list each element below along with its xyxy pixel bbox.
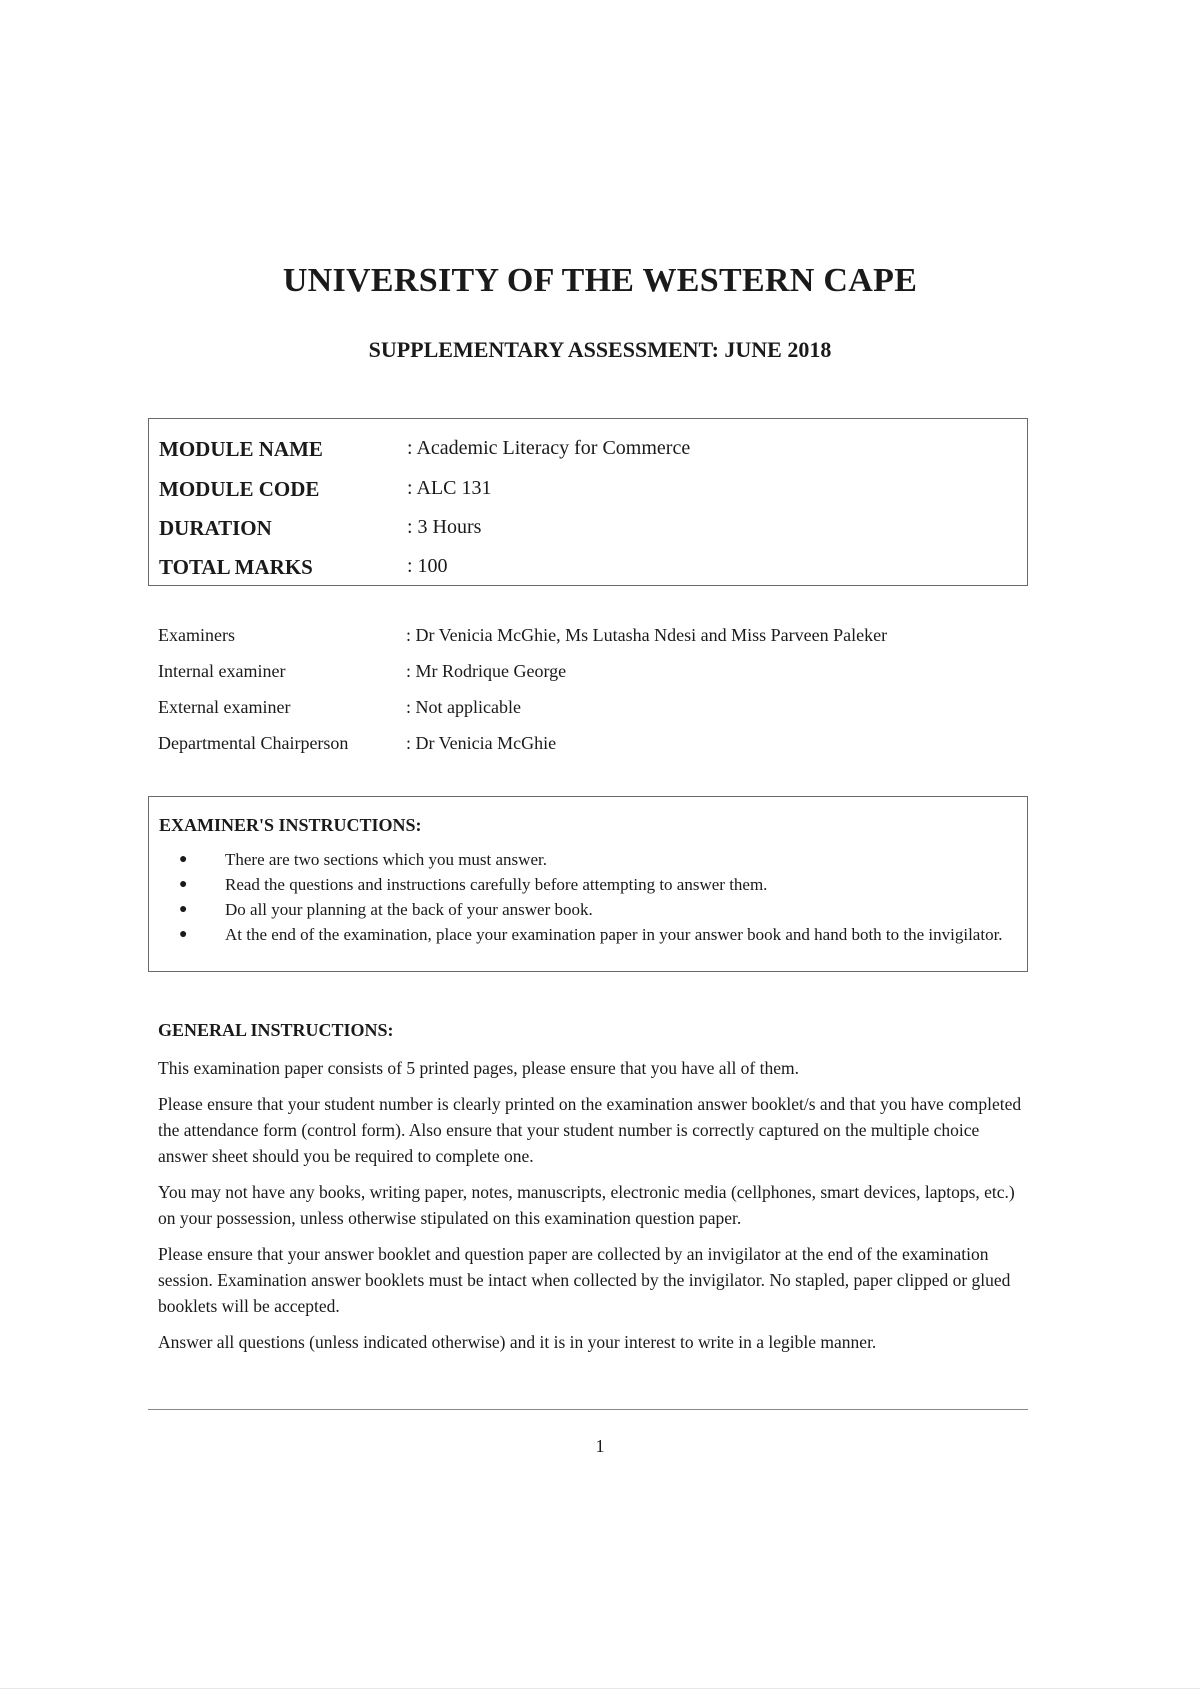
module-name-label: MODULE NAME <box>159 437 323 461</box>
instruction-text: There are two sections which you must answer. <box>225 850 547 869</box>
bullet-icon: ● <box>179 852 188 867</box>
general-instructions-heading: GENERAL INSTRUCTIONS: <box>158 1020 394 1040</box>
total-marks-label: TOTAL MARKS <box>159 555 313 579</box>
list-item <box>177 922 1007 947</box>
internal-examiner-label: Internal examiner <box>158 661 286 681</box>
page-title: UNIVERSITY OF THE WESTERN CAPE <box>282 262 918 299</box>
chairperson-value: : Dr Venicia McGhie <box>406 733 557 753</box>
page-subtitle: SUPPLEMENTARY ASSESSMENT: JUNE 2018 <box>368 337 832 362</box>
bullet-icon: ● <box>179 927 188 942</box>
module-details-box <box>148 418 1028 586</box>
page-number: 1 <box>595 1436 605 1456</box>
general-paragraph: Please ensure that your student number is clearly printed on the examination answer booklet/s and that you have completed the attendance form (control form). Also ensure that your student number is correctly captured on the multiple choice answer sheet should you be required to complete one. <box>158 1094 1022 1166</box>
list-item <box>177 847 1007 872</box>
external-examiner-label: External examiner <box>158 697 291 717</box>
footer-divider <box>148 1409 1028 1410</box>
instruction-text: At the end of the examination, place your examination paper in your answer book and hand both to the invigilator. <box>225 925 1003 944</box>
bullet-icon: ● <box>179 877 188 892</box>
instruction-text: Read the questions and instructions carefully before attempting to answer them. <box>225 875 768 894</box>
duration-value: : 3 Hours <box>407 516 482 538</box>
examiners-value: : Dr Venicia McGhie, Ms Lutasha Ndesi and Miss Parveen Paleker <box>406 625 888 645</box>
scan-edge-divider <box>0 1688 1200 1689</box>
module-code-label: MODULE CODE <box>159 477 320 501</box>
total-marks-value: : 100 <box>407 555 448 577</box>
bullet-icon: ● <box>179 902 188 917</box>
list-item <box>177 897 1007 922</box>
instruction-text: Do all your planning at the back of your answer book. <box>225 900 593 919</box>
general-paragraph: You may not have any books, writing paper, notes, manuscripts, electronic media (cellphones, smart devices, laptops, etc.) on your possession, unless otherwise stipulated on this examination question paper. <box>158 1182 1015 1228</box>
external-examiner-value: : Not applicable <box>406 697 521 717</box>
examiner-instructions-box <box>148 796 1028 972</box>
module-name-value: : Academic Literacy for Commerce <box>407 437 691 459</box>
examiner-instructions-heading: EXAMINER'S INSTRUCTIONS: <box>159 815 422 835</box>
internal-examiner-value: : Mr Rodrique George <box>406 661 567 681</box>
duration-label: DURATION <box>159 516 272 540</box>
chairperson-label: Departmental Chairperson <box>158 733 349 753</box>
general-paragraph: Please ensure that your answer booklet and question paper are collected by an invigilator at the end of the examination session. Examination answer booklets must be intact when collected by the invigilator. No stapled, paper clipped or glued booklets will be accepted. <box>158 1244 1011 1316</box>
general-paragraph: Answer all questions (unless indicated otherwise) and it is in your interest to write in a legible manner. <box>158 1332 877 1352</box>
general-instructions-section <box>158 1020 1028 1365</box>
list-item <box>177 872 1007 897</box>
module-code-value: : ALC 131 <box>407 477 492 499</box>
general-paragraph: This examination paper consists of 5 printed pages, please ensure that you have all of them. <box>158 1058 799 1078</box>
examiner-instructions-list <box>177 847 1007 947</box>
examiners-label: Examiners <box>158 625 235 645</box>
